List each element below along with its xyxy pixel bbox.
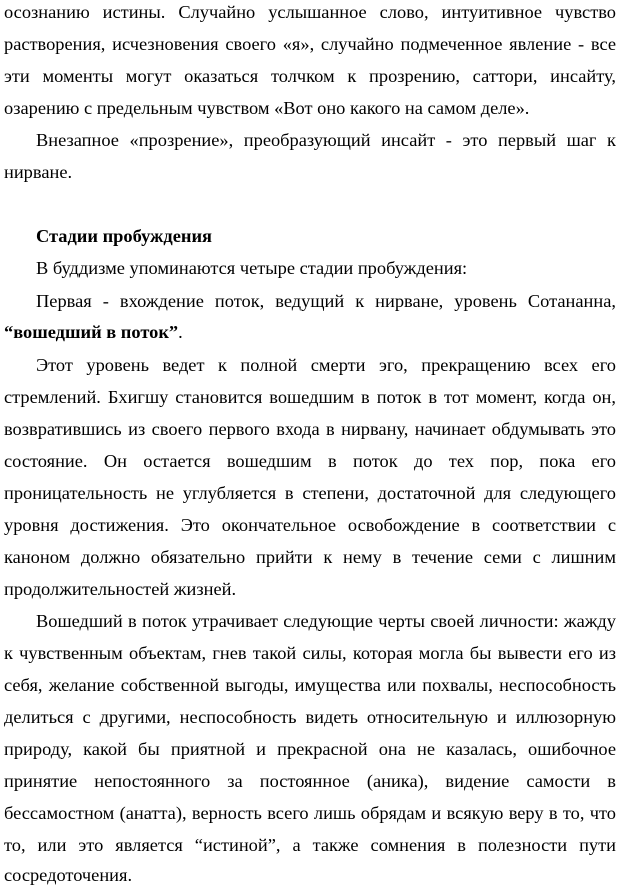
text-line: стремлений. Бхигшу становится вошедшим в поток в тот момент, когда он, [4, 387, 616, 407]
stage-one-line: Первая - вхождение поток, ведущий к нирване, уровень Сотананна, [36, 291, 616, 311]
text-line: нирване. [4, 162, 73, 182]
text-line: к чувственным объектам, гнев такой силы, которая могла бы вывести его из [4, 643, 616, 663]
text-line: сосредоточения. [4, 865, 133, 885]
text-line: состояние. Он остается вошедшим в поток до тех пор, пока его [4, 451, 616, 471]
stage-one-bold-term: “вошедший в поток” [4, 322, 179, 342]
text-line: делиться с другими, неспособность видеть относительную и иллюзорную [4, 707, 616, 727]
text-line: проницательность не углубляется в степени, достаточной для следующего [4, 483, 616, 503]
text-line: Этот уровень ведет к полной смерти эго, прекращению всех его [36, 355, 616, 375]
text-line: уровня достижения. Это окончательное освобождение в соответствии с [4, 515, 616, 535]
text-line: продолжительностей жизней. [4, 579, 237, 599]
text-line: растворения, исчезновения своего «я», случайно подмеченное явление - все [4, 34, 616, 54]
text-line: природу, какой бы приятной и прекрасной она не казалась, ошибочное [4, 739, 616, 759]
text-line: себя, желание собственной выгоды, имущества или похвалы, неспособность [4, 675, 616, 695]
section-intro: В буддизме упоминаются четыре стадии пробуждения: [36, 258, 468, 278]
stage-one-period: . [178, 322, 183, 342]
text-line: Вошедший в поток утрачивает следующие черты своей личности: жажду [36, 611, 616, 631]
section-heading: Стадии пробуждения [36, 226, 212, 246]
text-line: Внезапное «прозрение», преобразующий инсайт - это первый шаг к [36, 130, 616, 150]
text-line: возвратившись из своего первого входа в нирвану, начинает обдумывать это [4, 419, 616, 439]
text-line: бессамостном (анатта), верность всего лишь обрядам и всякую веру в то, что [4, 803, 616, 823]
text-line: эти моменты могут оказаться толчком к прозрению, саттори, инсайту, [4, 66, 616, 86]
text-line: осознанию истины. Случайно услышанное слово, интуитивное чувство [4, 2, 616, 22]
text-line: принятие непостоянного за постоянное (аника), видение самости в [4, 771, 616, 791]
stage-one-name [4, 320, 616, 344]
text-line: каноном должно обязательно прийти к нему в течение семи с лишним [4, 547, 616, 567]
text-line: озарению с предельным чувством «Вот оно какого на самом деле». [4, 98, 530, 118]
text-line: то, или это является “истиной”, а также сомнения в полезности пути [4, 835, 616, 855]
